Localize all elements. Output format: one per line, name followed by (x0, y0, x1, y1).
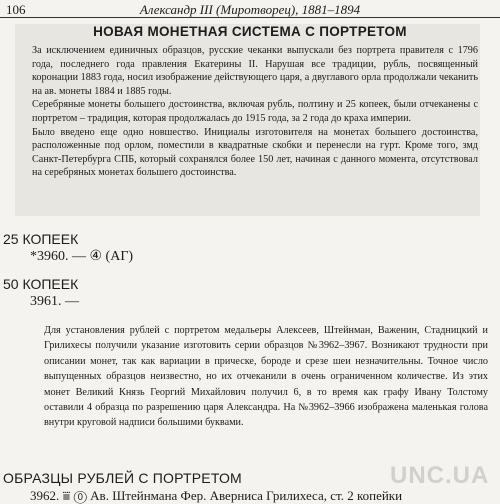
catalog-entry: 3961. — (30, 294, 79, 309)
catalog-entry: *3960. — ④ (АГ) (30, 249, 134, 264)
watermark-logo: UNC.UA (390, 462, 490, 489)
denomination-heading: 25 КОПЕЕК (3, 231, 79, 247)
section-paragraph: За исключением единичных образцов, русские чеканки выпускали без портрета правителя с 1796 года, последнего года правления Екатерины II. Нарушая все традиции, рубль, посвященный коронации 1883 года, носил изображение действующего царя, а двуглавого орла продолжали чеканить на ав. монеты 1884 и 1885 годы. (32, 45, 478, 97)
running-title: Александр III (Миротворец), 1881–1894 (139, 2, 361, 17)
denomination-heading: 50 КОПЕЕК (3, 276, 79, 292)
section-paragraph: Было введено еще одно новшество. Инициалы изготовителя на монетах большего достоинства, расположенные под орлом, поместили в квадратные скобки и перенесли на гурт. Кроме того, змд Санкт-Петербурга СПБ, который сохранялся более 150 лет, начиная с данного момента, отсутствовал на серебряных монетах большего достоинства. (32, 126, 478, 179)
page-header (0, 0, 500, 18)
section-title: НОВАЯ МОНЕТНАЯ СИСТЕМА С ПОРТРЕТОМ (93, 24, 407, 39)
header-rule (0, 17, 500, 18)
page-number: 106 (6, 2, 26, 17)
footnote-paragraph: Для установления рублей с портретом медальеры Алексеев, Штейнман, Важенин, Стадницкий и Грилихесы получили указание изготовить серии образцов №3962–3967. Возникают трудности при описании монет, так как вариации в прическе, бороде и срезе шеи незначительны. Точное число выпущенных образцов неизвестно, но их отчеканили в очень ограниченном количестве. Из этих монет Великий Князь Георгий Михайлович получил 6, в то время как графу Ивану Толстому оставили 4 образца по разрешению царя Александра. На №3962–3966 изображена маленькая голова внутри круговой надписи большими буквами. (44, 325, 488, 429)
section-body (32, 44, 478, 180)
section-paragraph: Серебряные монеты большего достоинства, включая рубль, полтину и 25 копеек, были отчеканены с портретом – традиция, которая продолжалась до 1915 года, за 2 года до краха империи. (32, 99, 478, 124)
catalog-entry: 3962. ⩸ ⓪ Ав. Штейнмана Фер. Аверниса Грилихеса, ст. 2 копейки (30, 488, 403, 503)
subsection-heading: ОБРАЗЦЫ РУБЛЕЙ С ПОРТРЕТОМ (3, 470, 242, 486)
